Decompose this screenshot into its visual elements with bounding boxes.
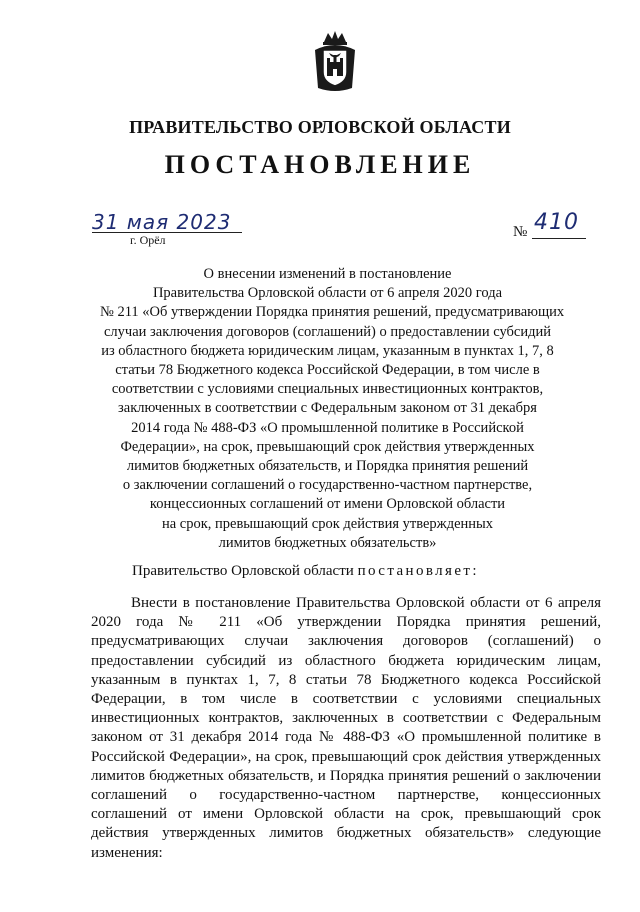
subject-line: Федерации», на срок, превышающий срок действия утвержденных bbox=[120, 438, 535, 455]
subject-line: О внесении изменений в постановление bbox=[203, 266, 452, 282]
subject-line: заключенных в соответствии с Федеральным законом от 31 декабря bbox=[118, 400, 537, 417]
date-underline bbox=[92, 232, 242, 233]
document-subject bbox=[100, 265, 565, 553]
organization-name: ПРАВИТЕЛЬСТВО ОРЛОВСКОЙ ОБЛАСТИ bbox=[129, 117, 511, 137]
document-type-title: ПОСТАНОВЛЕНИЕ bbox=[164, 150, 476, 179]
number-label: № bbox=[513, 224, 528, 240]
subject-line: Правительства Орловской области от 6 апреля 2020 года bbox=[152, 285, 503, 302]
subject-line: 2014 года № 488-ФЗ «О промышленной политике в Российской bbox=[131, 419, 524, 436]
preamble-resolution-word: постановляет: bbox=[357, 563, 479, 579]
handwritten-date: 31 мая 2023 bbox=[92, 210, 232, 234]
preamble-text: Правительство Орловской области bbox=[132, 563, 358, 579]
coat-of-arms-icon bbox=[312, 28, 358, 94]
subject-line: лимитов бюджетных обязательств» bbox=[218, 534, 437, 551]
subject-line: на срок, превышающий срок действия утвержденных bbox=[161, 515, 494, 532]
subject-line: лимитов бюджетных обязательств, и Порядка принятия решений bbox=[126, 458, 529, 475]
handwritten-number: 410 bbox=[534, 210, 579, 235]
subject-line: соответствии с условиями специальных инвестиционных контрактов, bbox=[111, 381, 544, 398]
preamble bbox=[132, 563, 479, 580]
subject-line: статьи 78 Бюджетного кодекса Российской Федерации, в том числе в bbox=[115, 362, 540, 379]
subject-line: № 211 «Об утверждении Порядка принятия решений, предусматривающих bbox=[100, 304, 565, 321]
subject-line: случаи заключения договоров (соглашений) о предоставлении субсидий bbox=[104, 323, 551, 340]
number-underline bbox=[532, 238, 586, 239]
body-paragraph: Внести в постановление Правительства Орловской области от 6 апреля 2020 года № 211 «Об утверждении Порядка принятия решений, предусматривающих случаи заключения договоров (соглашений) о предоставлении субсидий из областного бюджета юридическим лицам, указанным в пунктах 1, 7, 8 статьи 78 Бюджетного кодекса Российской Федерации, в том числе в соответствии с условиями специальных инвестиционных контрактов, заключенных в соответствии с Федеральным законом от 31 декабря 2014 года № 488-ФЗ «О промышленной политике в Российской Федерации», на срок, превышающий срок действия утвержденных лимитов бюджетных обязательств, и Порядка принятия решений о заключении соглашений о государственно-частном партнерстве, концессионных соглашений от имени Орловской области на срок, превышающий срок действия утвержденных лимитов бюджетных обязательств» следующие изменения: bbox=[91, 595, 601, 861]
subject-line: о заключении соглашений о государственно-частном партнерстве, bbox=[122, 477, 533, 494]
city-label: г. Орёл bbox=[130, 233, 166, 247]
subject-line: из областного бюджета юридическим лицам, указанным в пунктах 1, 7, 8 bbox=[101, 342, 554, 359]
subject-line: концессионных соглашений от имени Орловской области bbox=[149, 496, 506, 513]
